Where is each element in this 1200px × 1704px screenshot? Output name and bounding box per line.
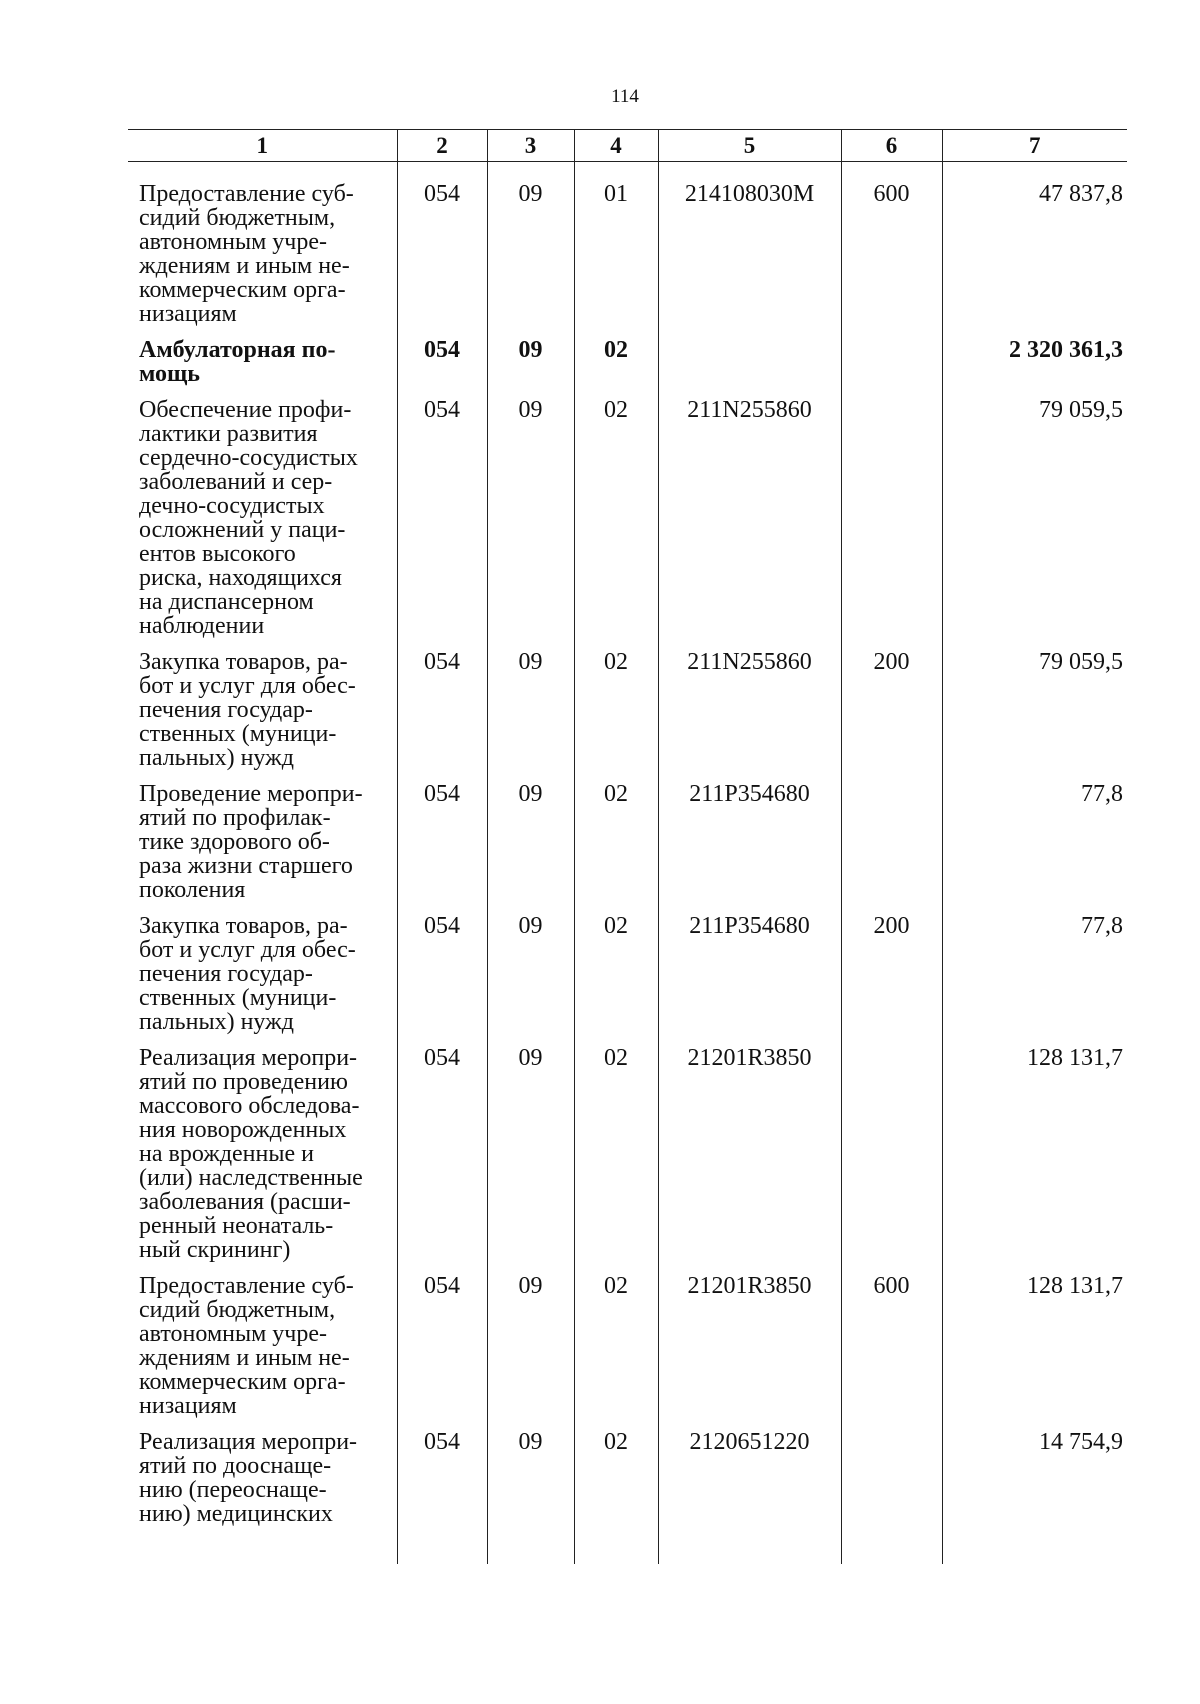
header-col-6: 6 xyxy=(841,130,942,162)
amount-cell: 14 754,9 xyxy=(942,1430,1127,1564)
item-name-cell xyxy=(128,398,397,650)
item-name-line: ждениям и иным не- xyxy=(139,1345,350,1371)
item-name-line: печения государ- xyxy=(139,961,313,987)
expense-type-cell xyxy=(841,398,942,650)
item-name-line: на врожденные и xyxy=(139,1141,314,1167)
table-row xyxy=(128,1430,1127,1564)
subsection-code-cell: 02 xyxy=(574,338,658,398)
item-name-line: Предоставление суб- xyxy=(139,181,354,207)
item-name-line: ждениям и иным не- xyxy=(139,253,350,279)
target-article-cell: 2120651220 xyxy=(658,1430,841,1564)
section-code-cell: 09 xyxy=(487,162,574,339)
section-code-cell: 09 xyxy=(487,398,574,650)
item-name-line: Реализация меропри- xyxy=(139,1429,358,1455)
ministry-code-cell: 054 xyxy=(397,1274,487,1430)
item-name-line: сердечно-сосудистых xyxy=(139,445,358,471)
item-name-cell xyxy=(128,782,397,914)
section-code-cell: 09 xyxy=(487,1046,574,1274)
item-name-line: заболеваний и сер- xyxy=(139,469,333,495)
header-col-1: 1 xyxy=(128,130,397,162)
subsection-code-cell: 02 xyxy=(574,1430,658,1564)
table-row xyxy=(128,1046,1127,1274)
ministry-code-cell: 054 xyxy=(397,398,487,650)
item-name-line: раза жизни старшего xyxy=(139,853,353,879)
item-name-line: заболевания (расши- xyxy=(139,1189,351,1215)
ministry-code-cell: 054 xyxy=(397,650,487,782)
item-name-line: Закупка товаров, ра- xyxy=(139,913,348,939)
item-name-cell xyxy=(128,162,397,339)
item-name-cell xyxy=(128,650,397,782)
item-name-line: пальных) нужд xyxy=(139,1009,294,1035)
section-code-cell: 09 xyxy=(487,1274,574,1430)
section-code-cell: 09 xyxy=(487,914,574,1046)
amount-cell: 128 131,7 xyxy=(942,1046,1127,1274)
item-name-line: осложнений у паци- xyxy=(139,517,346,543)
header-col-7: 7 xyxy=(942,130,1127,162)
item-name-line: на диспансерном xyxy=(139,589,314,615)
item-name-line: ственных (муници- xyxy=(139,721,337,747)
item-name-line: коммерческим орга- xyxy=(139,1369,346,1395)
subsection-code-cell: 02 xyxy=(574,650,658,782)
item-name-line: поколения xyxy=(139,877,246,903)
ministry-code-cell: 054 xyxy=(397,1046,487,1274)
table-row xyxy=(128,914,1127,1046)
item-name-line: печения государ- xyxy=(139,697,313,723)
table-row xyxy=(128,782,1127,914)
item-name-line: (или) наследственные xyxy=(139,1165,363,1191)
subsection-code-cell: 02 xyxy=(574,782,658,914)
header-col-4: 4 xyxy=(574,130,658,162)
table-row xyxy=(128,162,1127,339)
amount-cell: 77,8 xyxy=(942,782,1127,914)
table-row xyxy=(128,650,1127,782)
budget-table xyxy=(128,129,1127,1564)
item-name-line: низациям xyxy=(139,1393,237,1419)
item-name-line: ственных (муници- xyxy=(139,985,337,1011)
item-name-line: наблюдении xyxy=(139,613,265,639)
item-name-line: Закупка товаров, ра- xyxy=(139,649,348,675)
item-name-line: Амбулаторная по- xyxy=(139,337,336,363)
ministry-code-cell: 054 xyxy=(397,914,487,1046)
item-name-line: лактики развития xyxy=(139,421,318,447)
section-code-cell: 09 xyxy=(487,782,574,914)
item-name-line: Реализация меропри- xyxy=(139,1045,358,1071)
item-name-line: пальных) нужд xyxy=(139,745,294,771)
item-name-line: массового обследова- xyxy=(139,1093,360,1119)
header-col-2: 2 xyxy=(397,130,487,162)
item-name-line: ентов высокого xyxy=(139,541,296,567)
page-number: 114 xyxy=(611,86,639,107)
target-article-cell: 21201R3850 xyxy=(658,1274,841,1430)
target-article-cell: 211N255860 xyxy=(658,650,841,782)
item-name-line: дечно-сосудистых xyxy=(139,493,325,519)
amount-cell: 79 059,5 xyxy=(942,650,1127,782)
header-row xyxy=(128,130,1127,162)
item-name-line: ятий по профилак- xyxy=(139,805,331,831)
item-name-line: риска, находящихся xyxy=(139,565,342,591)
ministry-code-cell: 054 xyxy=(397,1430,487,1564)
item-name-line: ятий по проведению xyxy=(139,1069,348,1095)
item-name-line: ния новорожденных xyxy=(139,1117,347,1143)
item-name-line: низациям xyxy=(139,301,237,327)
amount-cell: 2 320 361,3 xyxy=(942,338,1127,398)
table-body xyxy=(128,162,1127,1565)
table-row xyxy=(128,398,1127,650)
section-code-cell: 09 xyxy=(487,650,574,782)
item-name-line: сидий бюджетным, xyxy=(139,205,336,231)
item-name-line: Обеспечение профи- xyxy=(139,397,352,423)
target-article-cell: 21201R3850 xyxy=(658,1046,841,1274)
item-name-cell xyxy=(128,1046,397,1274)
amount-cell: 77,8 xyxy=(942,914,1127,1046)
expense-type-cell: 600 xyxy=(841,1274,942,1430)
target-article-cell: 214108030М xyxy=(658,162,841,339)
item-name-line: ятий по дооснаще- xyxy=(139,1453,332,1479)
item-name-line: тике здорового об- xyxy=(139,829,330,855)
expense-type-cell: 600 xyxy=(841,162,942,339)
expense-type-cell: 200 xyxy=(841,914,942,1046)
item-name-line: Предоставление суб- xyxy=(139,1273,354,1299)
item-name-cell xyxy=(128,1274,397,1430)
subsection-code-cell: 02 xyxy=(574,1046,658,1274)
expense-type-cell xyxy=(841,1046,942,1274)
item-name-line: коммерческим орга- xyxy=(139,277,346,303)
item-name-line: сидий бюджетным, xyxy=(139,1297,336,1323)
expense-type-cell xyxy=(841,782,942,914)
table-row xyxy=(128,338,1127,398)
subsection-code-cell: 02 xyxy=(574,398,658,650)
item-name-line: нию (переоснаще- xyxy=(139,1477,327,1503)
subsection-code-cell: 02 xyxy=(574,914,658,1046)
table-row xyxy=(128,1274,1127,1430)
section-code-cell: 09 xyxy=(487,338,574,398)
amount-cell: 128 131,7 xyxy=(942,1274,1127,1430)
header-col-5: 5 xyxy=(658,130,841,162)
amount-cell: 79 059,5 xyxy=(942,398,1127,650)
expense-type-cell xyxy=(841,338,942,398)
ministry-code-cell: 054 xyxy=(397,782,487,914)
target-article-cell: 211P354680 xyxy=(658,914,841,1046)
item-name-line: автономным учре- xyxy=(139,1321,328,1347)
target-article-cell: 211N255860 xyxy=(658,398,841,650)
target-article-cell xyxy=(658,338,841,398)
item-name-line: мощь xyxy=(139,361,200,387)
ministry-code-cell: 054 xyxy=(397,162,487,339)
item-name-line: ренный неонаталь- xyxy=(139,1213,334,1239)
item-name-line: бот и услуг для обес- xyxy=(139,937,356,963)
ministry-code-cell: 054 xyxy=(397,338,487,398)
item-name-line: бот и услуг для обес- xyxy=(139,673,356,699)
item-name-cell xyxy=(128,914,397,1046)
expense-type-cell: 200 xyxy=(841,650,942,782)
item-name-line: Проведение меропри- xyxy=(139,781,363,807)
subsection-code-cell: 02 xyxy=(574,1274,658,1430)
item-name-cell xyxy=(128,1430,397,1564)
amount-cell: 47 837,8 xyxy=(942,162,1127,339)
item-name-line: автономным учре- xyxy=(139,229,328,255)
expense-type-cell xyxy=(841,1430,942,1564)
header-col-3: 3 xyxy=(487,130,574,162)
item-name-line: нию) медицинских xyxy=(139,1501,333,1527)
target-article-cell: 211P354680 xyxy=(658,782,841,914)
item-name-line: ный скрининг) xyxy=(139,1237,291,1263)
section-code-cell: 09 xyxy=(487,1430,574,1564)
item-name-cell xyxy=(128,338,397,398)
subsection-code-cell: 01 xyxy=(574,162,658,339)
